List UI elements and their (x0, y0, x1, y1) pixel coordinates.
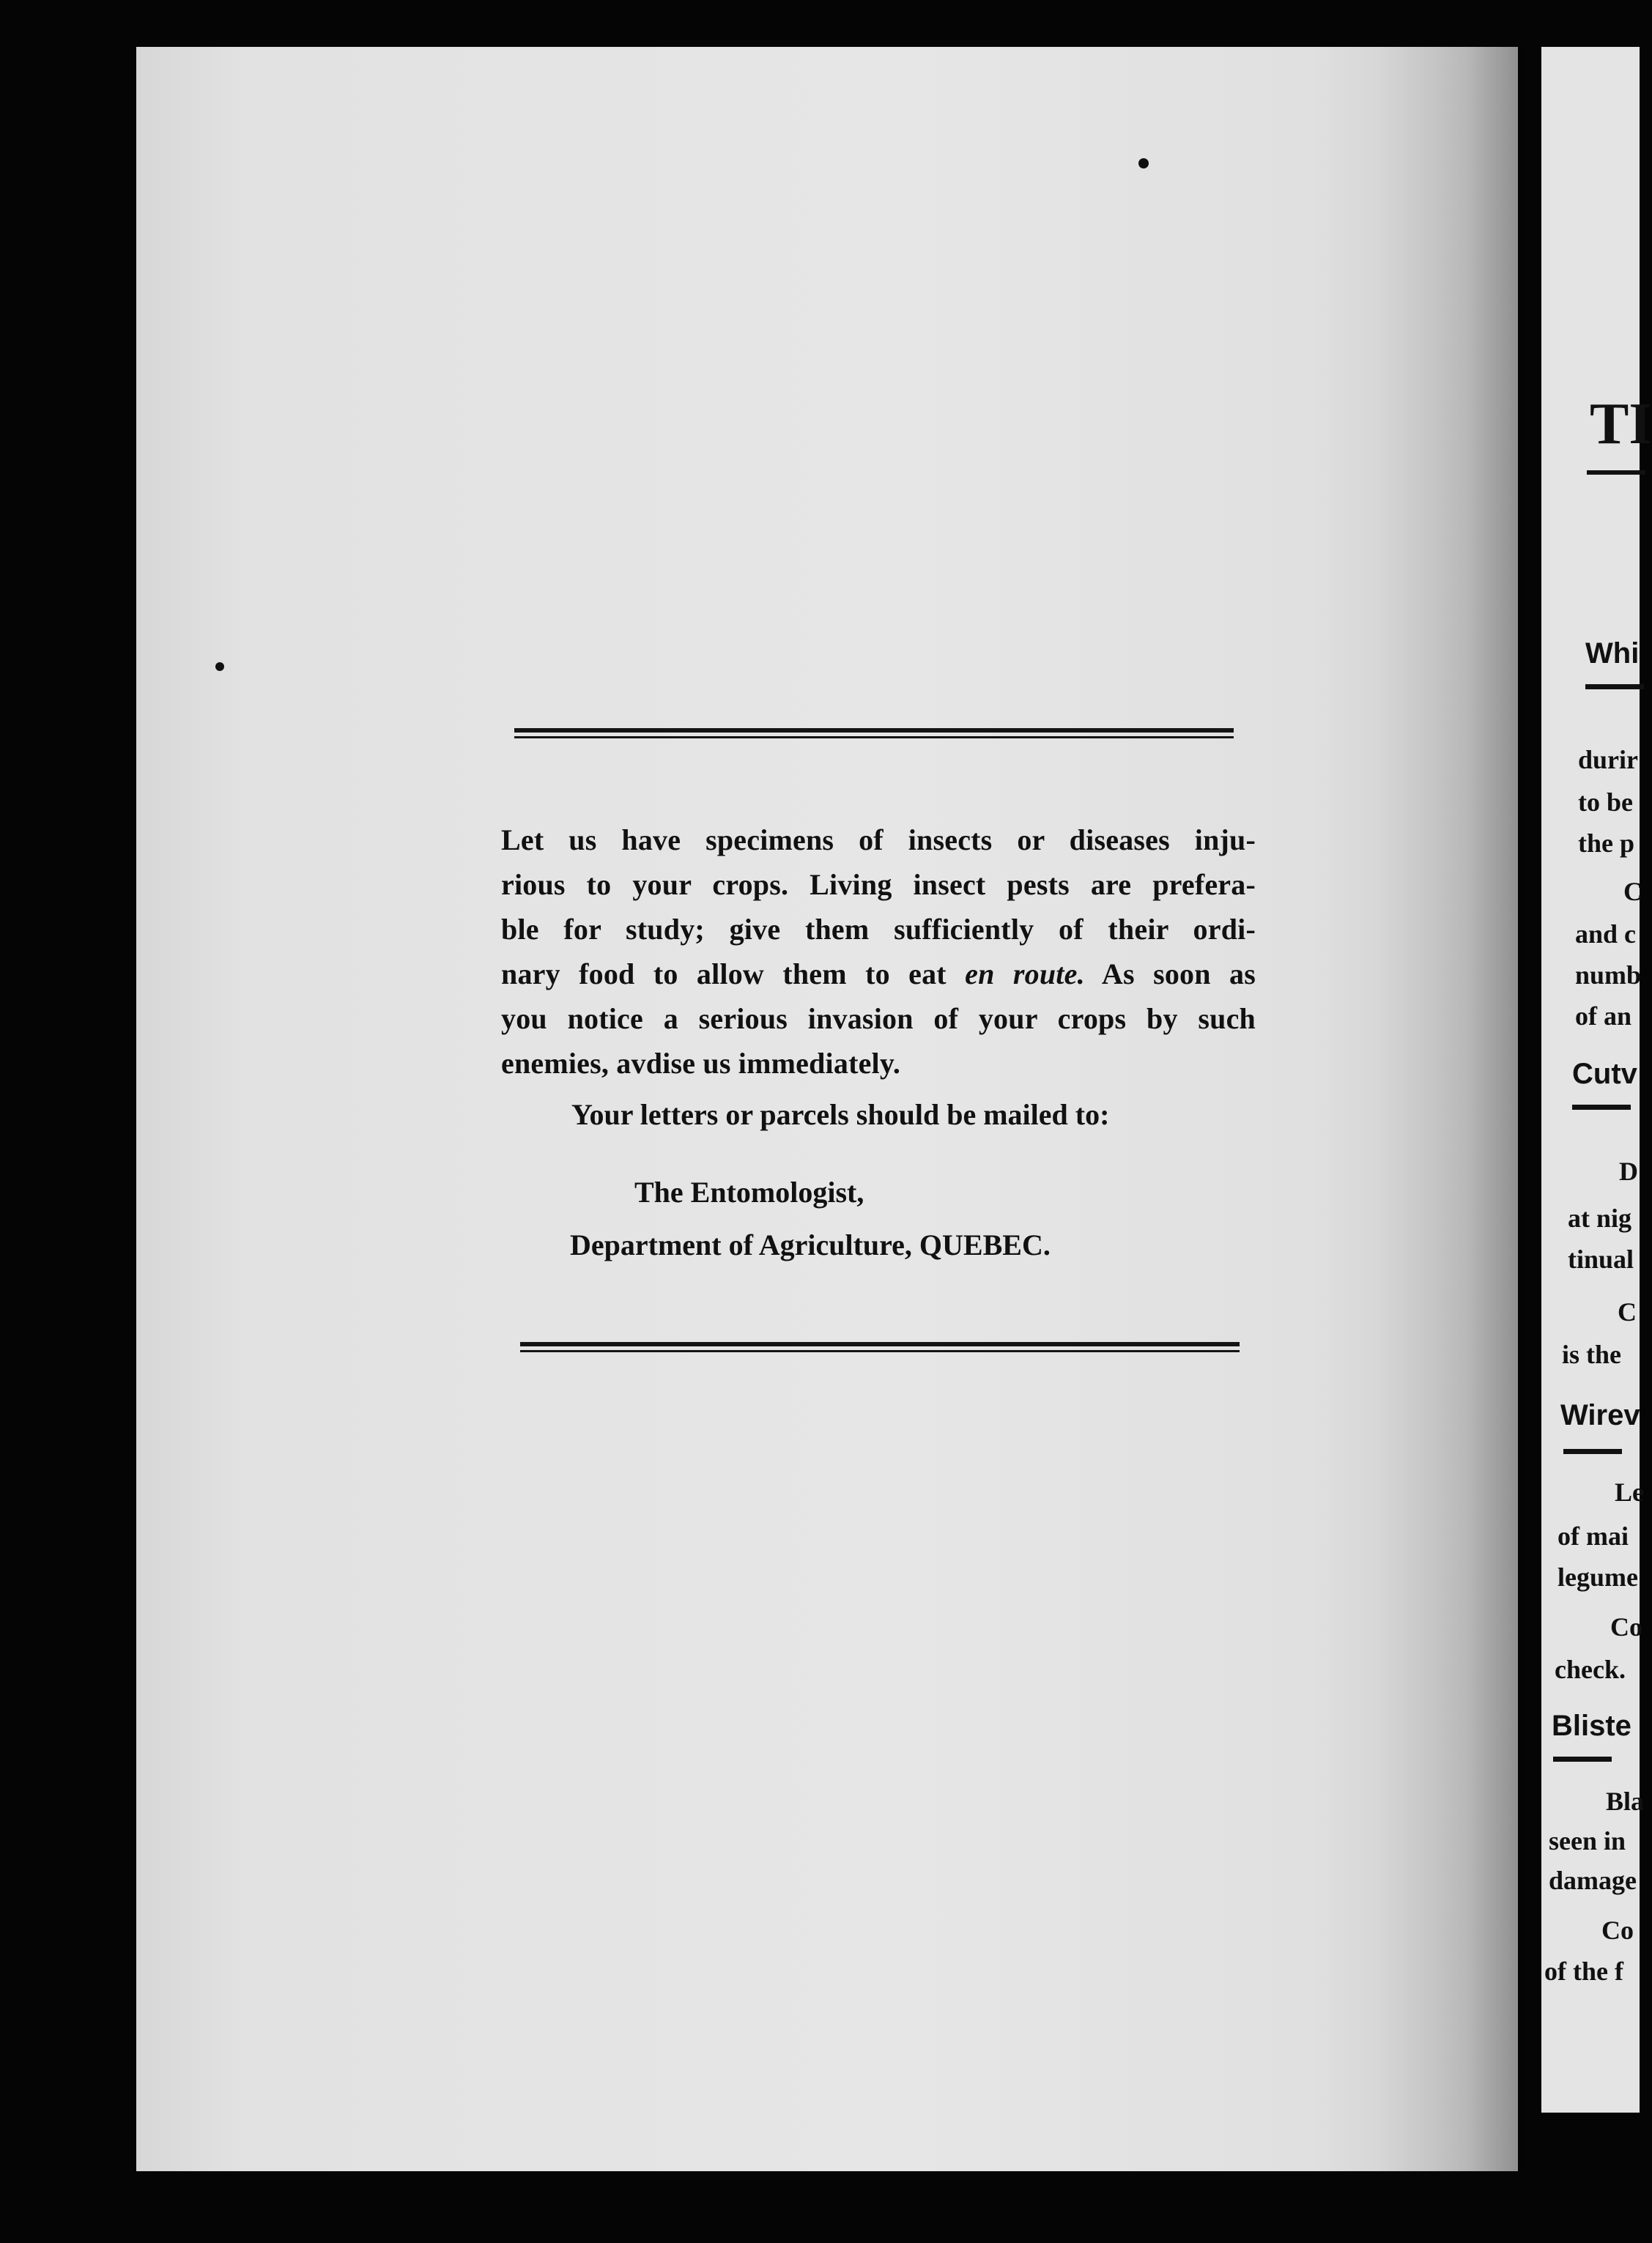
top-double-rule (514, 728, 1234, 741)
ink-speck (215, 662, 224, 671)
notice-line-1: Let us have specimens of insects or diseases inju- (501, 823, 1256, 856)
gutter-shadow (1377, 47, 1524, 2171)
heading-rule-2 (1572, 1105, 1631, 1110)
heading-rule-4 (1553, 1757, 1612, 1762)
mailing-instruction: Your letters or parcels should be mailed to: (571, 1098, 1110, 1131)
heading-fragment-3: Wirev (1560, 1399, 1640, 1431)
text-fragment: Co (1610, 1612, 1642, 1642)
text-fragment: durir (1578, 745, 1639, 774)
address-line-department: Department of Agriculture, QUEBEC. (570, 1228, 1051, 1261)
text-fragment: is the (1562, 1340, 1621, 1369)
text-fragment: numb (1575, 960, 1642, 990)
text-fragment: check. (1555, 1655, 1626, 1684)
notice-line-3: ble for study; give them sufficiently of their ordi- (501, 913, 1256, 946)
text-fragment: the p (1578, 828, 1635, 858)
text-fragment: tinual (1568, 1245, 1634, 1274)
text-fragment: damage (1549, 1866, 1637, 1895)
text-fragment: seen in (1549, 1826, 1626, 1855)
text-fragment: Le (1615, 1478, 1644, 1507)
text-fragment: Bla (1606, 1787, 1645, 1816)
text-fragment: and c (1575, 919, 1637, 949)
heading-rule-1 (1585, 684, 1644, 689)
address-line-entomologist: The Entomologist, (634, 1176, 864, 1209)
en-route-italic: en route. (965, 957, 1085, 990)
notice-line-4-text: nary food to allow them to eat (501, 957, 947, 990)
notice-line-6: enemies, avdise us immediately. (501, 1047, 901, 1080)
text-fragment: Co (1601, 1916, 1634, 1945)
text-fragment: C (1618, 1297, 1637, 1327)
text-fragment: of an (1575, 1001, 1632, 1031)
text-fragment: to be (1578, 787, 1633, 817)
notice-paragraph (501, 818, 1256, 1086)
title-rule (1587, 470, 1645, 475)
text-fragment: D (1619, 1157, 1638, 1186)
heading-fragment-2: Cutv (1572, 1058, 1637, 1090)
text-fragment: C (1623, 877, 1642, 906)
text-fragment: of mai (1557, 1521, 1629, 1551)
text-fragment: legume (1557, 1562, 1638, 1592)
notice-line-5: you notice a serious invasion of your crops by such (501, 1002, 1256, 1035)
notice-line-4 (501, 952, 1256, 996)
heading-rule-3 (1563, 1449, 1622, 1454)
right-page-title-fragment: TI (1590, 392, 1652, 456)
bottom-double-rule (520, 1342, 1240, 1355)
heading-fragment-4: Bliste (1552, 1710, 1631, 1742)
text-fragment: at nig (1568, 1204, 1632, 1233)
notice-line-4-end: As soon as (1101, 957, 1256, 990)
right-page-edge (1541, 47, 1652, 2113)
heading-fragment-1: Whi (1585, 637, 1640, 670)
notice-line-2: rious to your crops. Living insect pests are prefera- (501, 868, 1256, 901)
text-fragment: of the f (1544, 1957, 1623, 1986)
ink-speck (1138, 158, 1149, 168)
